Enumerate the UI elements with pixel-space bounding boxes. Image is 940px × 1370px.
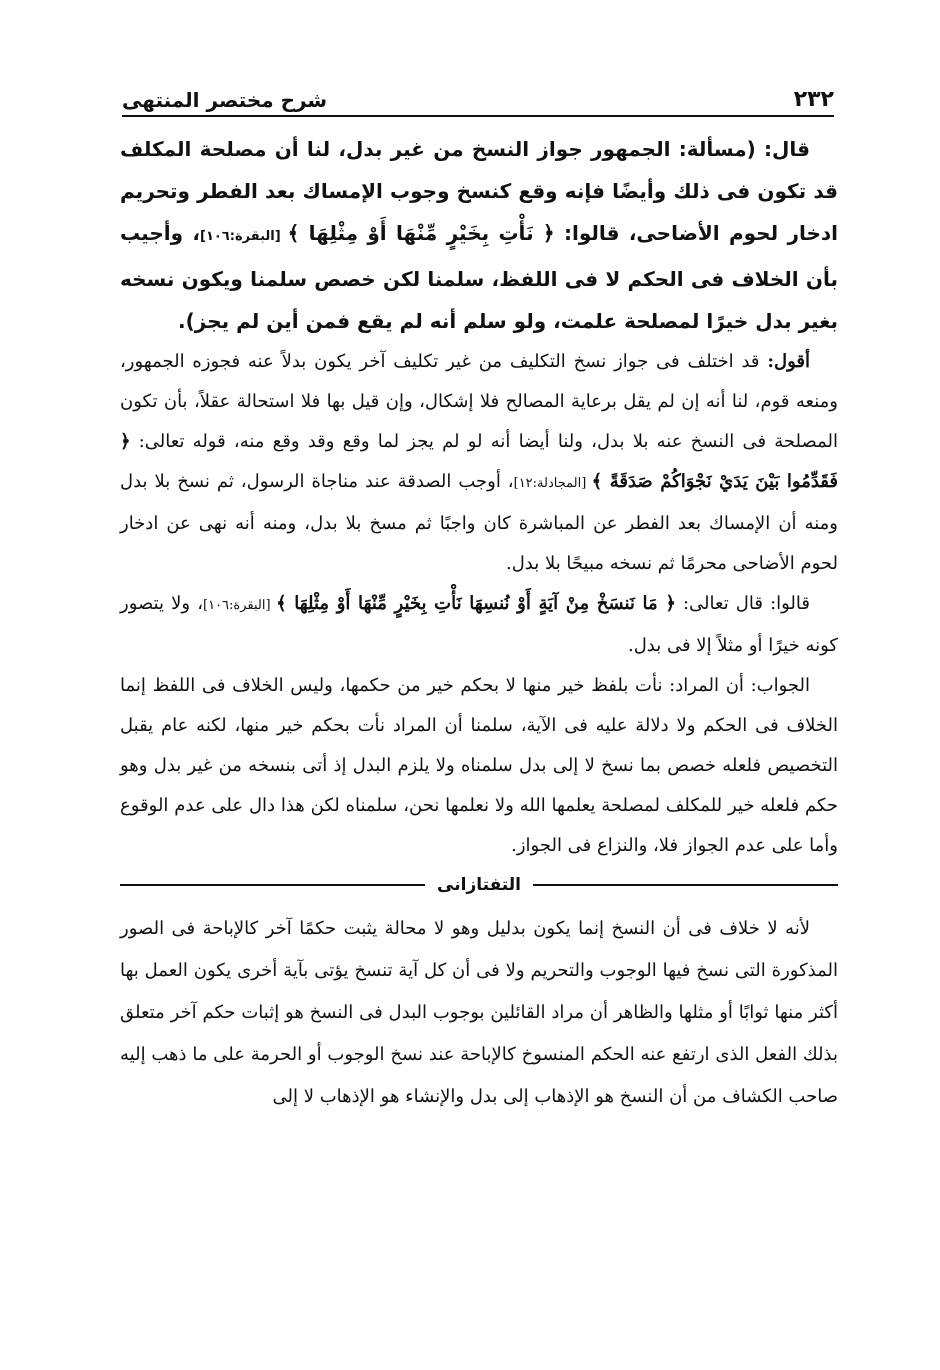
paragraph-lead: أقول:: [767, 351, 810, 372]
header-rule: [122, 115, 834, 117]
objection-paragraph: [120, 584, 838, 666]
divider-line: [533, 884, 838, 886]
paragraph-text: (مسألة: الجمهور جواز النسخ من غير بدل، لنا أن مصلحة المكلف قد تكون فى ذلك وأيضًا فإنه وقع كنسخ وجوب الإمساك بعد الفطر وتحريم ادخار لحوم الأضاحى، قالوا:: [120, 137, 838, 245]
answer-paragraph: الجواب: أن المراد: نأت بلفظ خير منها لا بحكم خير من حكمها، وليس الخلاف فى اللفظ إنما الخلاف فى الحكم ولا دلالة عليه فى الآية، سلمنا أن المراد نأت بحكم خير منها، لكنه عام يقبل التخصيص فلعله خصص بما نسخ لا إلى بدل سلمناه ولا يلزم البدل إذ أتى بنسخه من غير بدل وهو حكم فلعله خير للمكلف لمصلحة يعلمها الله ولا نعلمها نحن، سلمناه لكن هذا دال على عدم الوقوع وأما على عدم الجواز فلا، والنزاع فى الجواز.: [120, 675, 838, 856]
page-content: [120, 128, 838, 1118]
page-header: [122, 78, 834, 112]
quran-verse: ﴿ مَا نَنسَخْ مِنْ آيَةٍ أَوْ نُنسِهَا نَأْتِ بِخَيْرٍ مِّنْهَا أَوْ مِثْلِهَا ﴾: [276, 593, 676, 614]
paragraph-lead: قالوا:: [770, 593, 810, 614]
quran-verse: ﴿ فَقَدِّمُوا بَيْنَ يَدَيْ نَجْوَاكُمْ صَدَقَةً ﴾: [120, 431, 838, 492]
paragraph-text: ، ولا يتصور كونه خيرًا أو مثلاً إلا فى بدل.: [120, 593, 838, 656]
paragraph-text: ، وأجيب بأن الخلاف فى الحكم لا فى اللفظ، سلمنا لكن خصص سلمنا ويكون نسخه بغير بدل خيرًا لمصلحة علمت، ولو سلم أنه لم يقع فمن أين لم يجز).: [120, 221, 838, 333]
paragraph-lead: قال:: [764, 137, 810, 161]
paragraph-text: ، أوجب الصدقة عند مناجاة الرسول، ثم نسخ بلا بدل ومنه أن الإمساك بعد الفطر عن المباشرة كان واجبًا ثم مسخ بلا بدل، ومنه أنه نهى عن ادخار لحوم الأضاحى محرمًا ثم نسخه مبيحًا بلا بدل.: [120, 471, 838, 574]
verse-reference: [البقرة:١٠٦]: [199, 229, 288, 244]
section-divider: [120, 872, 838, 898]
paragraph-text: قد اختلف فى جواز نسخ التكليف من غير تكليف آخر يكون بدلاً عنه فجوزه الجمهور، ومنعه قوم، لنا أنه إن لم يقل برعاية المصالح فلا إشكال، وإن قيل بها فلا استحالة عقلاً، بأن تكون المصلحة فى النسخ عنه بلا بدل، ولنا أيضا أنه لو لم يجز لما وقع وقد وقع منه، قوله تعالى:: [120, 351, 838, 452]
commentary-paragraph: لأنه لا خلاف فى أن النسخ إنما يكون بدليل وهو لا محالة يثبت حكمًا آخر كالإباحة فى الصور المذكورة التى نسخ فيها الوجوب والتحريم ولا فى أن كل آية تنسخ يؤتى بآية أخرى يكون العمل بها أكثر منها ثوابًا أو مثلها والظاهر أن مراد القائلين بوجوب البدل فى النسخ هو إثبات حكم آخر متعلق بذلك الفعل الذى ارتفع عنه الحكم المنسوخ كالإباحة عند نسخ الوجوب أو الحرمة على ما ذهب إليه صاحب الكشاف من أن النسخ هو الإذهاب إلى بدل والإنشاء هو الإذهاب لا إلى: [120, 918, 838, 1107]
divider-label: التفتازانى: [437, 875, 521, 895]
quran-verse: ﴿ نَأْتِ بِخَيْرٍ مِّنْهَا أَوْ مِثْلِهَا ﴾: [287, 221, 555, 245]
matn-paragraph: [120, 128, 838, 342]
sharh-paragraph: [120, 342, 838, 584]
paragraph-text: قال تعالى:: [675, 593, 771, 614]
verse-reference: [المجادلة:١٢]: [513, 476, 592, 491]
verse-reference: [البقرة:١٠٦]: [203, 598, 277, 613]
divider-line: [120, 884, 425, 886]
page-number: ٢٣٢: [793, 87, 834, 112]
book-title: شرح مختصر المنتهى: [122, 88, 328, 112]
